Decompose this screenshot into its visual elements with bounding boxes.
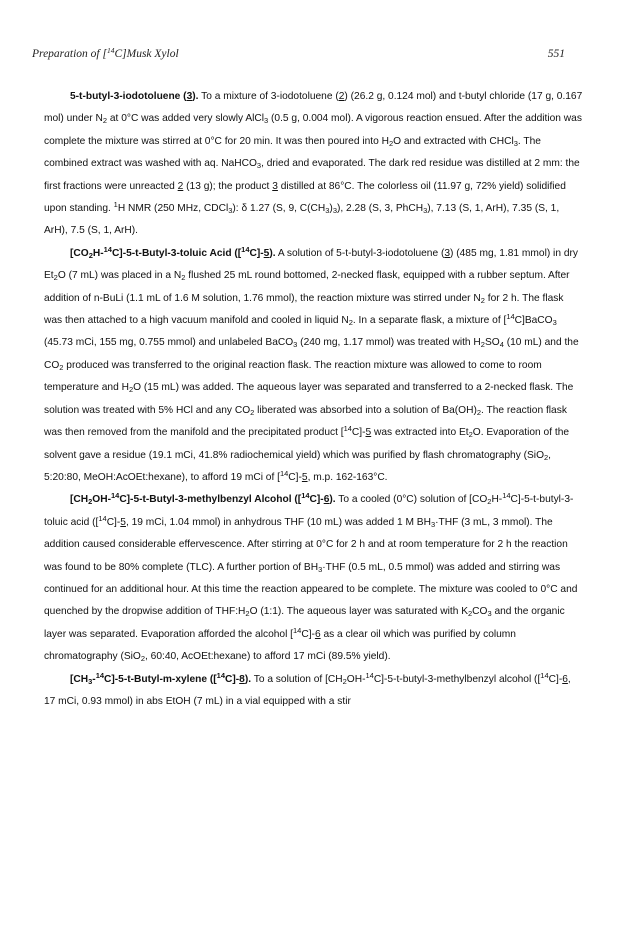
- page-number: 551: [547, 48, 565, 60]
- article-body: [44, 86, 584, 713]
- paragraph-xylene: $[CH_3-^{14}C]-5-t-Butyl-m$-xylene ([$^{14}$C]-8). To a solution of $[CH_2OH-^{14}C]-5-t-butyl-3$-methylbenzyl alcohol ([$^{14}$C]-6, 17 mCi, 0.93 mmol) in abs EtOH (7 mL) in a vial equipped with a stir: [44, 670, 571, 707]
- paragraph-benzyl-alcohol: $[CH_2OH-^{14}C]-5-t-Butyl-3$-methylbenzyl Alcohol ([$^{14}$C]-6). To a cooled (0°C) solution of $[CO_2H-^{14}C]-5-t-butyl-3$-toluic acid ([$^{14}$C]-5, 19 mCi, 1.04 mmol) in anhydrous THF (10 mL) was added 1 M $BH_3\cdot THF$ (3 mL, 3 mmol). The addition caused considerable effervescence. After stirring at 0°C for 2 h and at room temperature for 2 h the reaction was found to be 80% complete (TLC). A further portion of $BH_3\cdot THF$ (0.5 mL, 0.5 mmol) was added and stirring was continued for an additional hour. At this time the reaction appeared to be complete. The mixture was cooled to 0°C and quenched by the dropwise addition of $THF:H_2O$ (1:1). The aqueous layer was saturated with $K_2CO_3$ and the organic layer was separated. Evaporation afforded the alcohol [$^{14}$C]-6 as a clear oil which was purified by column chromatography (SiO$_2$, 60:40, AcOEt:hexane) to afford 17 mCi (89.5% yield).: [44, 491, 578, 664]
- heading-xylene: $[CH_3-^{14}C]-5-t-Butyl-m$-xylene ([$^{14}$C]-8).: [70, 670, 252, 686]
- heading-benzyl-alcohol: $[CH_2OH-^{14}C]-5-t-Butyl-3$-methylbenzyl Alcohol ([$^{14}$C]-6).: [70, 491, 336, 507]
- paragraph-iodotoluene: 5-t-butyl-3-iodotoluene (3). To a mixture of 3-iodotoluene (2) (26.2 g, 0.124 mol) and t-butyl chloride (17 g, 0.167 mol) under $N_2$ at 0°C was added very slowly AlCl$_3$ (0.5 g, 0.004 mol). A vigorous reaction ensued. After the addition was complete the mixture was stirred at 0°C for 20 min. It was then poured into $H_2O$ and extracted with CHCl$_3$. The combined extract was washed with aq. NaHCO$_3$, dried and evaporated. The dark red residue was distilled at 2 mm: the first fractions were unreacted 2 (13 g); the product 3 distilled at 86°C. The colorless oil (11.97 g, 72% yield) solidified upon standing. $^1$H NMR (250 MHz, CDCl$_3$): δ 1.27 (S, 9, $C(CH_3)_3$), 2.28 (S, 3, PhCH$_3$), 7.13 (S, 1, ArH), 7.35 (S, 1, ArH), 7.5 (S, 1, ArH).: [44, 91, 583, 237]
- paragraph-toluic-acid: $[CO_2H-^{14}C]-5-t-Butyl-3$-toluic Acid ([$^{14}$C]-5). A solution of 5-t-butyl-3-iodotoluene (3) (485 mg, 1.81 mmol) in dry $Et_2O$ (7 mL) was placed in a $N_2$ flushed 25 mL round bottomed, 2-necked flask, equipped with a rubber septum. After addition of n-BuLi (1.1 mL of 1.6 M solution, 1.76 mmol), the reaction mixture was stirred under $N_2$ for 2 h. The flask was then attached to a high vacuum manifold and cooled in liquid $N_2$. In a separate flask, a mixture of [$^{14}$C]BaCO$_3$ (45.73 mCi, 155 mg, 0.755 mmol) and unlabeled BaCO$_3$ (240 mg, 1.17 mmol) was treated with $H_2SO_4$ (10 mL) and the $CO_2$ produced was transferred to the original reaction flask. The reaction mixture was allowed to come to room temperature and $H_2O$ (15 mL) was added. The aqueous layer was separated and transferred to a 2-necked flask. The solution was treated with 5% HCl and any $CO_2$ liberated was absorbed into a solution of $Ba(OH)_2$. The reaction flask was then removed from the manifold and the precipitated product [$^{14}$C]-5 was extracted into $Et_2O$. Evaporation of the solvent gave a residue (19.1 mCi, 41.8% radiochemical yield) which was purified by flash chromatography (SiO$_2$, 5:20:80, MeOH:AcOEt:hexane), to afford 19 mCi of [$^{14}$C]-5, m.p. 162-163°C.: [44, 244, 579, 483]
- heading-toluic-acid: $[CO_2H-^{14}C]-5-t-Butyl-3$-toluic Acid ([$^{14}$C]-5).: [70, 244, 276, 260]
- heading-iodotoluene: 5-t-butyl-3-iodotoluene (3).: [70, 91, 199, 102]
- running-title: Preparation of [$^{14}$C]Musk Xylol: [32, 46, 179, 60]
- running-header: [32, 48, 565, 66]
